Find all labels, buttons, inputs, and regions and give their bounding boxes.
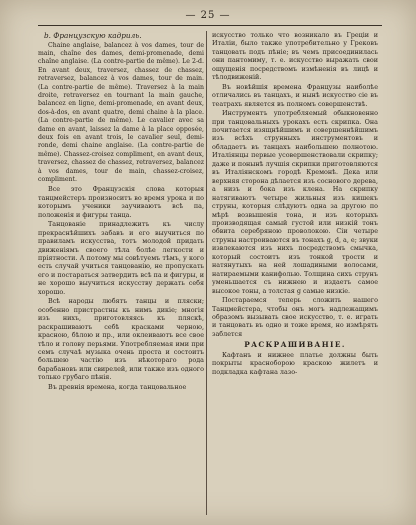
right-column [212,31,378,377]
french-quadrille-text: Chaine anglaise, balancez à vos dames, tour de main, chaîne des dames, demi-promenade, demi chaîne anglaise. (La contre-partie de même). Le 2-d. En avant deux, traversez, chassez de chassez, retraversez, balancez à vos dames, tour de main. (La contre-partie de même). Traversez à la main droite, retraversez en tournant la main gauche, balancez en ligne, demi-promenade, en avant deux, dos-à-dos, en avant quatre, demi chaine à la place. (La contre-partie de même). Le cavalier avec sa dame en avant, laissez la dame à la place opposée, deux fois en avant trois, le cavalier seul, demi-ronde, demi chaine anglaise. (La contre-partie de même). Chassez-croisez compliment, en avant deux, traversez, chassez de chassez, retraversez, balancez à vos dames, tour de main, chassez-croisez, compliment. [38,41,204,183]
header-rule [38,25,382,26]
paragraph-peoples: Всѣ народы любятъ танцы и пляски; особенно пристрастны къ нимъ дикіе; многія изъ нихъ, приготовляясь къ пляскѣ, раскрашиваютъ себѣ красками черною, красною, бѣлою и пр., или оклеиваютъ все свое тѣло и голову перьями. Употребляемая ими при семъ случаѣ музыка очень проста и состоитъ большею частію изъ нѣкотораго рода барабановъ или свирелей, или также изъ одного только грубаго пѣнія. [38,297,204,382]
paragraph-violin: Инструментъ употребляемый обыкновенно при танцовальныхъ урокахъ есть скрипка. Она почитается изящнѣйшимъ и совершеннѣйшимъ изъ всѣхъ струнныхъ инструментовъ и обладаетъ въ танцахъ наибольшею полнотою. Италіянцы первые усовершенствовали скрипку; даже и понынѣ лучшія скрипки приготовляются въ Италіянскомъ городѣ Кремонѣ. Дека или верхняя сторона дѣлается изъ соснового дерева, а низъ и бока изъ клена. На скрипку натягиваютъ четыре жильныя изъ кишекъ струны, которыя слѣдуютъ одна за другою по мѣрѣ возвышенія тона, и изъ которыхъ производящая самый густой или низкій тонъ обвита серебряною проволокою. Сіи четыре струны настроиваются въ тонахъ g, d, a, e; звуки извлекаются изъ нихъ посредствомъ смычка, который состоитъ изъ тонкой трости и натянутыхъ на ней лошадиными волосами, натираемыми канифолью. Толщина сихъ струнъ уменьшается съ нижнею и издаетъ самое высокое тоны, а толстая g самые низкіе. [212,109,378,295]
paragraph-ancient-times: Въ древнія времена, когда танцовальное [48,382,187,391]
page-number: — 25 — [185,10,231,21]
paragraph-dance-master: Постараемся теперь сложить нашего Танцмейстера, чтобы онъ могъ надлежащимъ образомъ вызывать свое искусство, т. е. играть и танцовать въ одно и тоже время, но измѣрять заблется [212,296,378,338]
paragraph-french-words: Все это Французскія слова которыя танцмейстеръ произноситъ во время урока и по которымъ ученики заучиваютъ всѣ пa, положенія и фигуры танца. [38,185,204,219]
column-divider [206,31,207,515]
paragraph-modern-times: Въ новѣйшія времена Французы наиболѣе отличались въ танцахъ, и нынѣ искусство сіе въ театрахъ является въ полномъ совершенствѣ. [212,82,378,108]
section-heading-quadrille: b. Французскую кадриль. [44,31,142,40]
paragraph-dancing: Танцованіе принадлежитъ къ числу прекраснѣйшихъ забавъ и его выучиться по правиламъ искусства, тотъ молодой придать движеніямъ своего тѣла болѣе легкости и пріятности. А потому мы совѣтуемъ тѣмъ, у кого есть случай учиться танцованію, не пропускать его и постараться затвердить всѣ па и фигуры, и не хорошо выучиться искусству держать себя хорошо. [38,220,204,296]
left-column [38,31,204,392]
paragraph-greece-italy: искусство только что возникало въ Греціи и Италіи, было также употребительно у Грековъ танцовать подъ пѣніе; въ чемъ присоединилась они пантомиму, т. е. искусство выражать свои ощущенія посредствомъ измѣненія въ лицѣ и тѣлодвиженій. [212,31,378,82]
section-heading-coloring: РАСКРАШИВАНІЕ. [244,340,346,350]
paragraph-coloring: Кафтанъ и нижнее платье должны быть покрыты красноборою краскою жилетъ и подкладка кафтана лазо- [212,350,378,376]
